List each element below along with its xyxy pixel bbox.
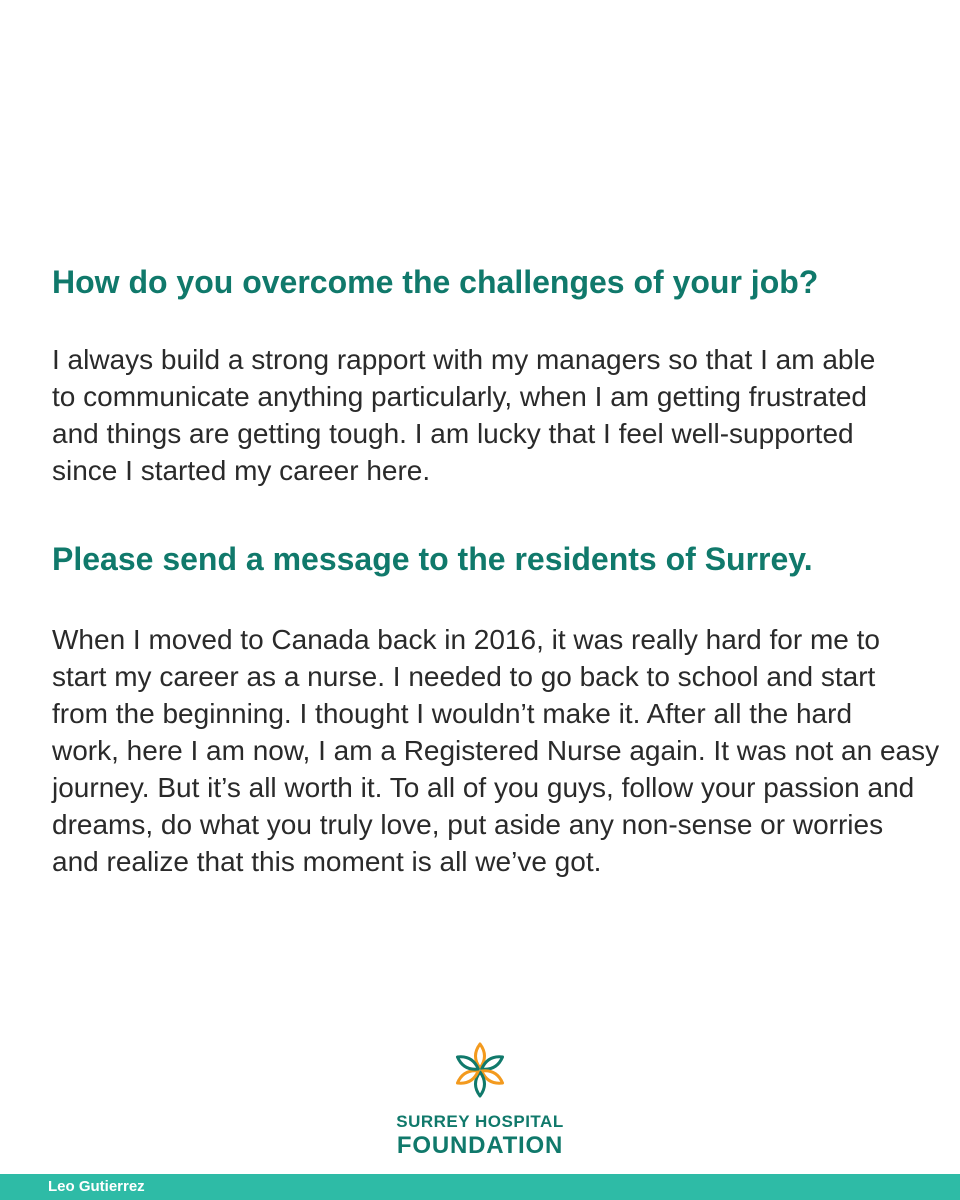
foundation-logo bbox=[0, 1040, 960, 1160]
answer-line: dreams, do what you truly love, put aside any non-sense or worries bbox=[52, 809, 884, 840]
answer-line: I always build a strong rapport with my managers so that I am able bbox=[52, 344, 876, 375]
flower-logo-icon bbox=[450, 1040, 510, 1100]
answer-line: work, here I am now, I am a Registered Nurse again. It was not an easy bbox=[52, 735, 940, 766]
answer-paragraph bbox=[52, 341, 942, 489]
footer-bar bbox=[0, 1174, 960, 1200]
answer-line: start my career as a nurse. I needed to go back to school and start bbox=[52, 661, 876, 692]
answer-paragraph bbox=[52, 621, 942, 880]
question-heading: Please send a message to the residents of Surrey. bbox=[52, 541, 813, 577]
answer-line: from the beginning. I thought I wouldn’t make it. After all the hard bbox=[52, 698, 853, 729]
answer-line: journey. But it’s all worth it. To all of you guys, follow your passion and bbox=[52, 772, 915, 803]
person-name: Leo Gutierrez bbox=[48, 1178, 145, 1195]
answer-line: and realize that this moment is all we’ve got. bbox=[52, 846, 602, 877]
question-heading: How do you overcome the challenges of your job? bbox=[52, 264, 819, 300]
answer-line: to communicate anything particularly, when I am getting frustrated bbox=[52, 381, 867, 412]
answer-line: and things are getting tough. I am lucky that I feel well-supported bbox=[52, 418, 854, 449]
logo-text-line1: SURREY HOSPITAL bbox=[396, 1112, 564, 1131]
logo-text-line2: FOUNDATION bbox=[396, 1132, 564, 1159]
interview-content bbox=[52, 262, 942, 880]
answer-line: When I moved to Canada back in 2016, it was really hard for me to bbox=[52, 624, 880, 655]
answer-line: since I started my career here. bbox=[52, 455, 431, 486]
